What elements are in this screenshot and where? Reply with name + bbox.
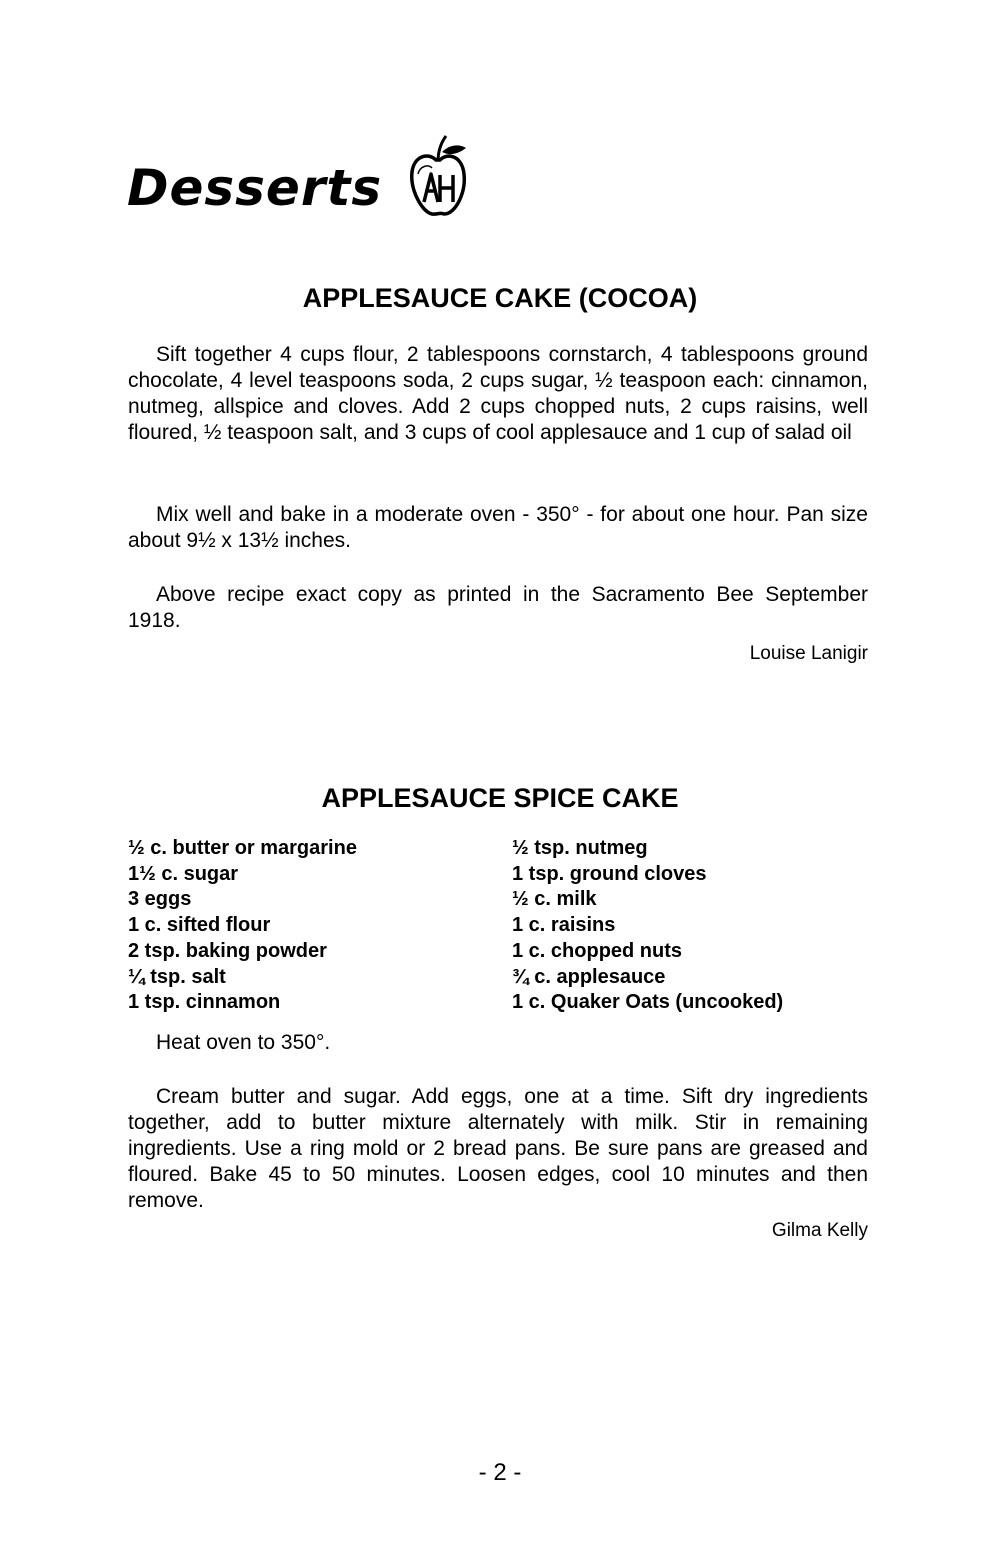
- recipe-title: APPLESAUCE SPICE CAKE: [321, 783, 679, 813]
- ingredient-item: 1 c. sifted flour: [128, 914, 271, 937]
- recipe-method-paragraph: Mix well and bake in a moderate oven - 350° - for about one hour. Pan size about 9½ x 13½ inches.: [128, 503, 868, 552]
- oven-note: Heat oven to 350°.: [156, 1031, 331, 1054]
- apple-ah-logo-icon: [408, 130, 468, 220]
- recipe-author: Louise Lanigir: [749, 643, 868, 664]
- ingredient-list-left: [128, 836, 357, 1016]
- page-number: - 2 -: [478, 1459, 522, 1486]
- ingredient-item: ½ c. butter or margarine: [128, 837, 357, 859]
- ingredient-item: ½ tsp. nutmeg: [512, 837, 648, 859]
- ingredient-item: 1 tsp. cinnamon: [128, 991, 281, 1014]
- recipe-author: Gilma Kelly: [771, 1220, 868, 1241]
- recipe-title: APPLESAUCE CAKE (COCOA): [302, 283, 698, 313]
- recipe-ingredients-paragraph: Sift together 4 cups flour, 2 tablespoons cornstarch, 4 tablespoons ground chocolate, 4 level teaspoons soda, 2 cups sugar, ½ teaspoon each: cinnamon, nutmeg, allspice and cloves. Add 2 cups chopped nuts, 2 cups raisins, well floured, ½ teaspoon salt, and 3 cups of cool applesauce and 1 cup of salad oil: [128, 343, 868, 444]
- ingredient-item: 2 tsp. baking powder: [128, 939, 327, 962]
- recipe-source-note: Above recipe exact copy as printed in the Sacramento Bee September 1918.: [128, 583, 868, 632]
- ingredient-item: ¾ c. applesauce: [512, 965, 666, 988]
- ingredient-item: 1 tsp. ground cloves: [512, 862, 707, 885]
- section-title: Desserts: [127, 159, 383, 217]
- ingredient-item: 1 c. raisins: [512, 914, 616, 937]
- ingredient-item: ¼ tsp. salt: [128, 965, 226, 988]
- ingredient-item: 1½ c. sugar: [128, 862, 239, 885]
- ingredient-item: 1 c. Quaker Oats (uncooked): [512, 991, 784, 1014]
- ingredient-item: ½ c. milk: [512, 888, 597, 911]
- recipe-instructions: Cream butter and sugar. Add eggs, one at a time. Sift dry ingredients together, add to butter mixture alternately with milk. Stir in remaining ingredients. Use a ring mold or 2 bread pans. Be sure pans are greased and floured. Bake 45 to 50 minutes. Loosen edges, cool 10 minutes and then remove.: [128, 1085, 868, 1212]
- ingredient-list-right: [512, 836, 783, 1016]
- ingredient-item: 1 c. chopped nuts: [512, 939, 683, 962]
- ingredient-item: 3 eggs: [128, 888, 192, 911]
